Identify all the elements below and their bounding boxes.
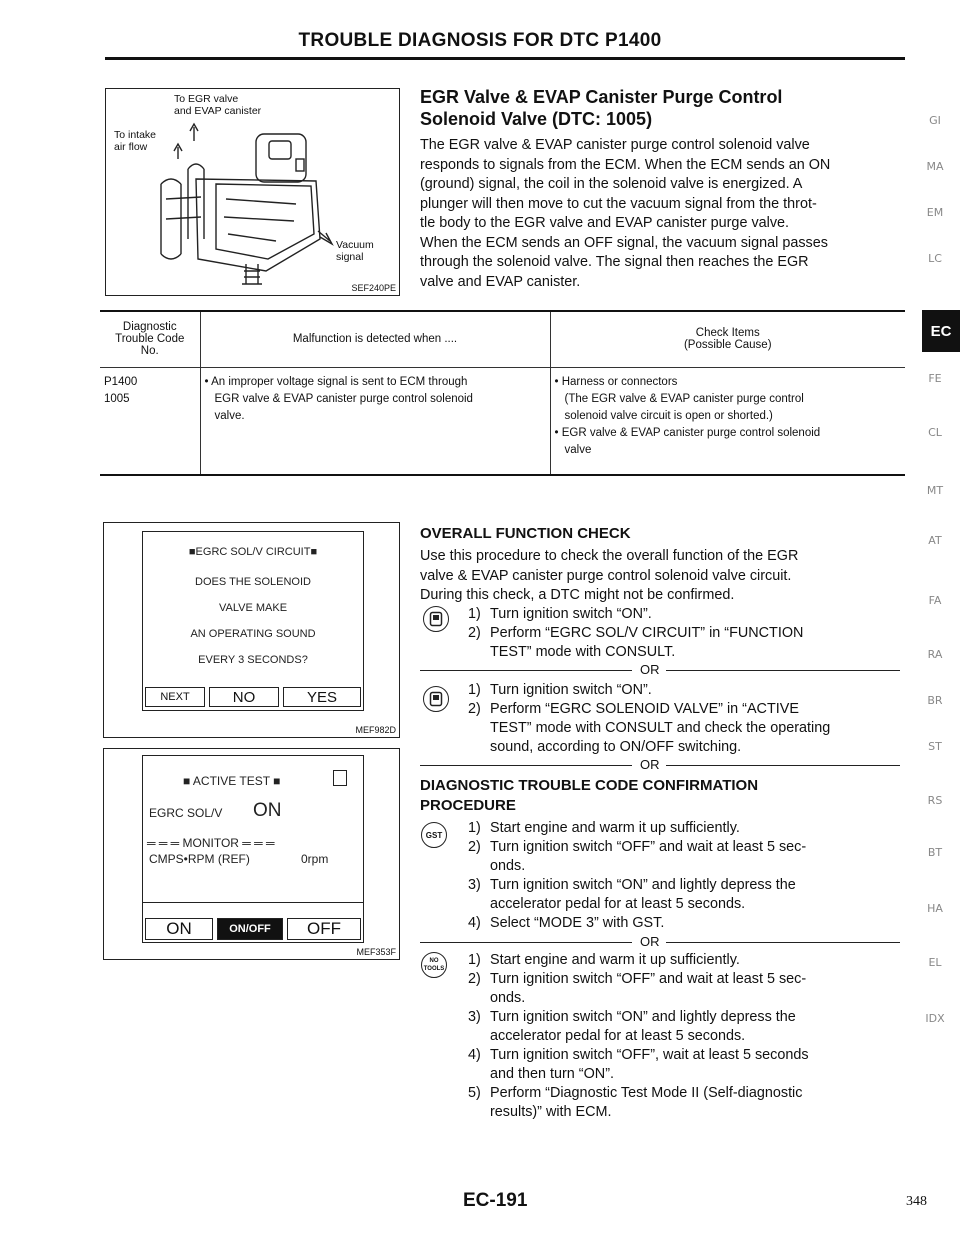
or-label: OR (640, 757, 660, 772)
cell-malfunction (200, 367, 550, 475)
step-num: 2) (468, 625, 481, 641)
dtc-table-wrap (100, 310, 905, 476)
header-text: (Possible Cause) (683, 339, 772, 352)
step-text: Turn ignition switch “OFF” and wait at least 5 sec- (490, 839, 807, 855)
intro-line: When the ECM sends an OFF signal, the vacuum signal passes (420, 234, 828, 251)
step-num: 1) (468, 606, 481, 622)
step-a2 (468, 624, 900, 643)
col-header-check-items (550, 311, 905, 367)
step-num: 5) (468, 1085, 481, 1101)
cell-line: • An improper voltage signal is sent to ECM through (204, 375, 468, 388)
fig-label-vacuum: Vacuum (336, 239, 374, 251)
section-tab-em[interactable]: EM (926, 206, 944, 219)
overall-check-heading: OVERALL FUNCTION CHECK (420, 525, 631, 542)
gst-step (468, 914, 664, 933)
notools-step (468, 970, 806, 989)
notools-step (468, 1084, 802, 1103)
section-tab-ha[interactable]: HA (927, 902, 943, 915)
step-text: Start engine and warm it up sufficiently. (490, 820, 740, 836)
step-num: 4) (468, 1047, 481, 1063)
section-tab-gi[interactable]: GI (929, 114, 941, 127)
notools-step (468, 951, 740, 970)
step-text: Start engine and warm it up sufficiently. (490, 952, 740, 968)
intro-paragraph (420, 136, 900, 292)
gst-step (468, 838, 806, 857)
section-tab-mt[interactable]: MT (926, 484, 944, 497)
intro-line: valve and EVAP canister. (420, 273, 581, 290)
step-num: 4) (468, 915, 481, 931)
overall-line: During this check, a DTC might not be confirmed. (420, 587, 735, 603)
intro-line: responds to signals from the ECM. When the ECM sends an ON (420, 156, 831, 173)
fig-label-to-intake: To intake (114, 129, 157, 141)
cell-causes (550, 367, 905, 475)
section-tab-at[interactable]: AT (928, 534, 942, 547)
header-text: Check Items (695, 327, 760, 340)
notools-step-cont: results)” with ECM. (490, 1104, 612, 1120)
section-tab-ma[interactable]: MA (926, 160, 944, 173)
col-header-malfunction: Malfunction is detected when .... (200, 311, 550, 367)
intro-line: The EGR valve & EVAP canister purge control solenoid valve (420, 137, 810, 153)
cell-line: • Harness or connectors (554, 375, 678, 388)
step-a2-cont: TEST” mode with CONSULT. (490, 644, 676, 660)
section-tab-br[interactable]: BR (927, 694, 943, 707)
solenoid-figure (105, 88, 400, 296)
figure-code: MEF982D (355, 725, 396, 735)
monitor-header: ═ ═ ═ MONITOR ═ ═ ═ (147, 836, 275, 850)
test-item-value: ON (253, 800, 282, 821)
monitor-item: CMPS•RPM (REF) (149, 852, 250, 866)
col-header-code (100, 311, 200, 367)
step-num: 3) (468, 1009, 481, 1025)
step-b2-cont: sound, according to ON/OFF switching. (490, 739, 742, 755)
cell-line: valve (564, 443, 592, 456)
step-text: Perform “EGRC SOL/V CIRCUIT” in “FUNCTION (490, 625, 804, 641)
or-divider (666, 670, 900, 671)
next-button[interactable]: NEXT (145, 687, 205, 707)
step-text: Select “MODE 3” with GST. (490, 915, 665, 931)
screen-title-text: ACTIVE TEST (192, 774, 270, 788)
intro-line: tle body to the EGR valve and EVAP canister purge valve. (420, 215, 790, 231)
screen-line: EVERY 3 SECONDS? (198, 654, 308, 666)
or-label: OR (640, 662, 660, 677)
step-num: 2) (468, 701, 481, 717)
title-rule (105, 57, 905, 60)
section-tab-cl[interactable]: CL (928, 426, 942, 439)
section-tab-lc[interactable]: LC (928, 252, 942, 265)
gst-icon: GST (421, 822, 447, 848)
section-tab-fa[interactable]: FA (928, 594, 942, 607)
or-divider (420, 942, 632, 943)
page-number: 348 (906, 1194, 927, 1209)
step-num: 1) (468, 952, 481, 968)
step-text: Turn ignition switch “ON” and lightly depress the (490, 1009, 796, 1025)
fig-label-signal: signal (336, 251, 364, 263)
fig-label-and-evap: and EVAP canister (174, 105, 262, 117)
gst-step (468, 876, 796, 895)
screen-divider (143, 902, 363, 903)
cell-line: EGR valve & EVAP canister purge control solenoid (214, 392, 473, 405)
section-tab-fe[interactable]: FE (928, 372, 942, 385)
step-a1 (468, 605, 652, 624)
or-divider (420, 765, 632, 766)
section-tab-st[interactable]: ST (928, 740, 942, 753)
step-text: Perform “Diagnostic Test Mode II (Self-diagnostic (490, 1085, 803, 1101)
dtc-table (100, 310, 905, 476)
checkbox-icon[interactable] (333, 770, 347, 786)
consult-active-test-figure (103, 748, 400, 960)
step-b1 (468, 681, 652, 700)
yes-button[interactable]: YES (283, 687, 361, 707)
monitor-text: MONITOR (182, 836, 239, 850)
section-tab-bt[interactable]: BT (927, 846, 943, 859)
step-num: 2) (468, 839, 481, 855)
fig-label-air-flow: air flow (114, 141, 148, 153)
screen-title: ■ ACTIVE TEST ■ (183, 774, 281, 788)
test-item: EGRC SOL/V (149, 806, 223, 820)
section-tab-idx[interactable]: IDX (925, 1012, 945, 1025)
gst-step-cont: accelerator pedal for at least 5 seconds. (490, 896, 746, 912)
step-text: Perform “EGRC SOLENOID VALVE” in “ACTIVE (490, 701, 799, 717)
cell-line: valve. (214, 409, 245, 422)
gst-step-cont: onds. (490, 858, 526, 874)
screen-line: DOES THE SOLENOID (195, 576, 311, 588)
table-header-row (100, 311, 905, 367)
dtc-code: P1400 (104, 375, 138, 388)
screen-line: VALVE MAKE (218, 602, 288, 614)
step-text: Turn ignition switch “ON”. (490, 606, 652, 622)
notools-step (468, 1046, 809, 1065)
cell-line: • EGR valve & EVAP canister purge control solenoid (554, 426, 821, 439)
cell-line: (The EGR valve & EVAP canister purge control (564, 392, 804, 405)
section-tab-rs[interactable]: RS (927, 794, 943, 807)
step-text: Turn ignition switch “OFF” and wait at least 5 sec- (490, 971, 807, 987)
section-tab-el[interactable]: EL (928, 956, 942, 969)
no-button[interactable]: NO (209, 687, 279, 707)
overall-line: Use this procedure to check the overall function of the EGR (420, 548, 799, 564)
notools-step-cont: and then turn “ON”. (490, 1066, 614, 1082)
or-label: OR (640, 934, 660, 949)
section-heading-line1: EGR Valve & EVAP Canister Purge Control (420, 87, 783, 107)
overall-line: valve & EVAP canister purge control solenoid valve circuit. (420, 567, 792, 584)
cell-code (100, 367, 200, 475)
dtc-code: 1005 (104, 392, 130, 405)
section-tab-ra[interactable]: RA (927, 648, 943, 661)
step-text: Turn ignition switch “ON”. (490, 682, 652, 698)
notools-step-cont: onds. (490, 990, 526, 1006)
on-off-button[interactable]: ON/OFF (217, 918, 283, 940)
intro-line: plunger will then move to cut the vacuum signal from the throt- (420, 195, 817, 212)
step-text: Turn ignition switch “OFF”, wait at least 5 seconds (490, 1047, 809, 1063)
page-title: TROUBLE DIAGNOSIS FOR DTC P1400 (298, 30, 662, 51)
step-num: 1) (468, 682, 481, 698)
step-num: 2) (468, 971, 481, 987)
on-button[interactable]: ON (145, 918, 213, 940)
section-tab-ec-active[interactable]: EC (922, 310, 960, 352)
or-divider (666, 942, 900, 943)
header-text: No. (140, 345, 159, 358)
consult-screen (142, 755, 364, 943)
or-divider (420, 670, 632, 671)
monitor-value: 0rpm (301, 852, 329, 866)
consult-icon (423, 606, 449, 632)
page-code: EC-191 (463, 1190, 528, 1211)
consult-function-test-figure (103, 522, 400, 738)
screen-title-text: EGRC SOL/V CIRCUIT (195, 546, 311, 558)
solenoid-valve-drawing (106, 89, 398, 294)
step-b2-cont: TEST” mode with CONSULT and check the operating (490, 720, 831, 736)
off-button[interactable]: OFF (287, 918, 361, 940)
header-text: Trouble Code (115, 333, 185, 346)
gst-step (468, 819, 740, 838)
screen-title: ■EGRC SOL/V CIRCUIT■ (188, 546, 318, 558)
header-text: Diagnostic (122, 321, 177, 334)
consult-icon (423, 686, 449, 712)
or-divider (666, 765, 900, 766)
dtc-confirm-heading: PROCEDURE (420, 797, 516, 814)
no-tools-icon (421, 952, 447, 978)
figure-code: SEF240PE (351, 283, 396, 293)
notools-step-cont: accelerator pedal for at least 5 seconds. (490, 1028, 746, 1044)
step-num: 3) (468, 877, 481, 893)
dtc-confirm-heading: DIAGNOSTIC TROUBLE CODE CONFIRMATION (420, 777, 759, 794)
step-num: 1) (468, 820, 481, 836)
cell-line: solenoid valve circuit is open or shorted.) (564, 409, 773, 422)
no-tools-text: NO TOOLS (423, 958, 445, 972)
screen-line: AN OPERATING SOUND (190, 628, 316, 640)
consult-screen (142, 531, 364, 711)
section-heading-line2: Solenoid Valve (DTC: 1005) (420, 109, 653, 129)
step-text: Turn ignition switch “ON” and lightly depress the (490, 877, 796, 893)
intro-line: through the solenoid valve. The signal then reaches the EGR (420, 254, 809, 270)
table-row (100, 367, 905, 475)
overall-paragraph (420, 547, 900, 606)
figure-code: MEF353F (356, 947, 396, 957)
fig-label-to-egr: To EGR valve (174, 93, 239, 105)
notools-step (468, 1008, 796, 1027)
intro-line: (ground) signal, the coil in the solenoid valve is energized. A (420, 176, 803, 192)
step-b2 (468, 700, 799, 719)
